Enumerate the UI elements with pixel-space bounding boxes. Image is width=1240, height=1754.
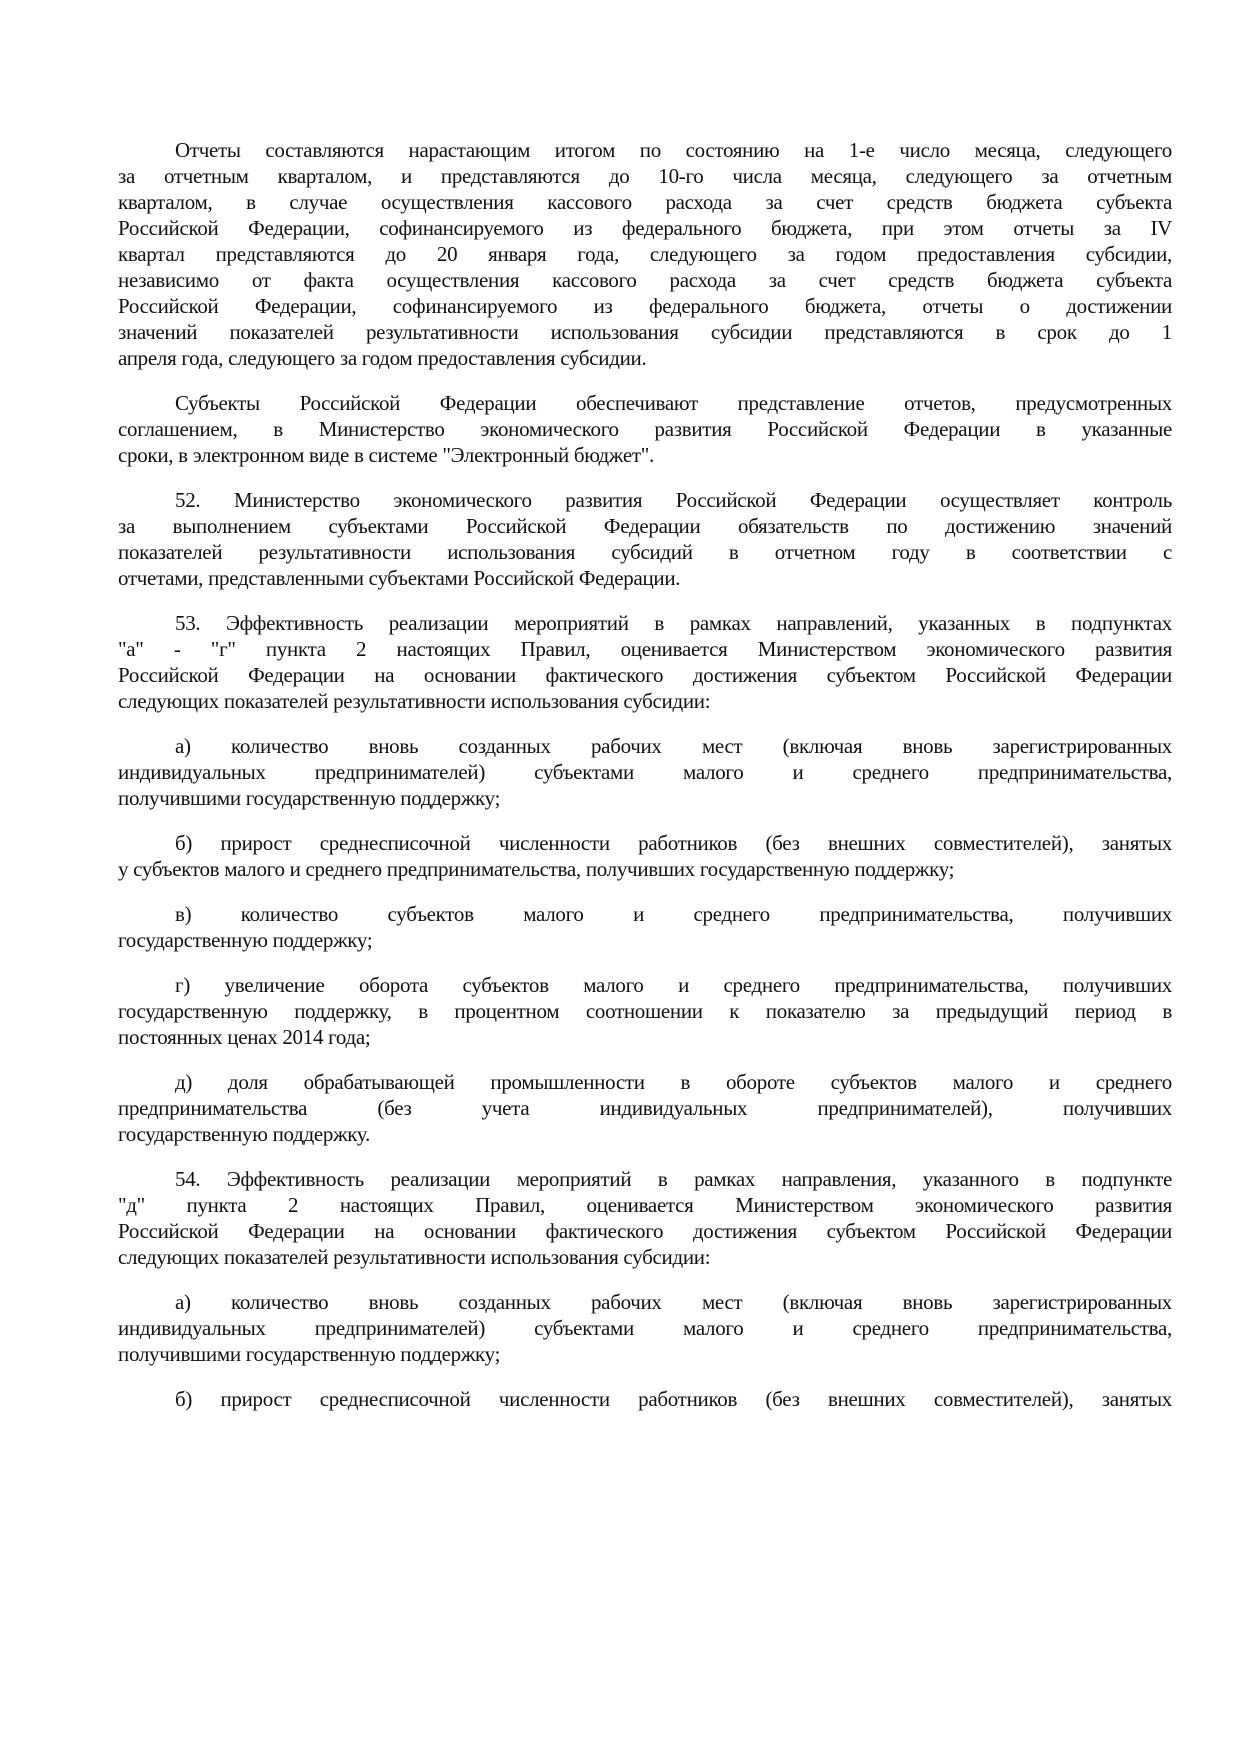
text-line: "а" - "г" пункта 2 настоящих Правил, оценивается Министерством экономического развития: [118, 637, 1172, 661]
paragraph: [118, 610, 1172, 714]
paragraph: [118, 901, 1172, 953]
text-line: государственную поддержку.: [118, 1122, 370, 1146]
paragraph: [118, 830, 1172, 882]
paragraph: [118, 487, 1172, 591]
text-line: показателей результативности использования субсидий в отчетном году в соответствии с: [118, 540, 1172, 564]
text-line: следующих показателей результативности использования субсидии:: [118, 689, 711, 713]
text-line: предпринимательства (без учета индивидуальных предпринимателей), получивших: [118, 1096, 1172, 1120]
text-line: получившими государственную поддержку;: [118, 1342, 501, 1366]
paragraph: [118, 390, 1172, 468]
text-line: 54. Эффективность реализации мероприятий в рамках направления, указанного в подпункте: [175, 1167, 1172, 1191]
paragraph: [118, 137, 1172, 371]
text-line: в) количество субъектов малого и среднего предпринимательства, получивших: [175, 902, 1172, 926]
text-line: Российской Федерации на основании фактического достижения субъектом Российской Федерации: [118, 1219, 1172, 1243]
text-line: Российской Федерации на основании фактического достижения субъектом Российской Федерации: [118, 663, 1172, 687]
text-line: Российской Федерации, софинансируемого из федерального бюджета, отчеты о достижении: [118, 294, 1172, 318]
text-line: получившими государственную поддержку;: [118, 786, 501, 810]
paragraph: [118, 972, 1172, 1050]
text-line: Субъекты Российской Федерации обеспечивают представление отчетов, предусмотренных: [175, 391, 1172, 415]
text-line: квартал представляются до 20 января года, следующего за годом предоставления субсидии,: [118, 242, 1172, 266]
paragraph: [118, 1069, 1172, 1147]
text-line: постоянных ценах 2014 года;: [118, 1025, 371, 1049]
text-line: за отчетным кварталом, и представляются до 10-го числа месяца, следующего за отчетным: [118, 164, 1172, 188]
text-line: кварталом, в случае осуществления кассового расхода за счет средств бюджета субъекта: [118, 190, 1172, 214]
text-line: государственную поддержку;: [118, 928, 373, 952]
text-line: 52. Министерство экономического развития Российской Федерации осуществляет контроль: [175, 488, 1172, 512]
text-line: апреля года, следующего за годом предоставления субсидии.: [118, 346, 647, 370]
text-line: Российской Федерации, софинансируемого из федерального бюджета, при этом отчеты за IV: [118, 216, 1172, 240]
document-page: [118, 137, 1172, 1431]
paragraph: [118, 1386, 1172, 1412]
text-line: следующих показателей результативности использования субсидии:: [118, 1245, 711, 1269]
text-line: а) количество вновь созданных рабочих мест (включая вновь зарегистрированных: [175, 734, 1172, 758]
text-line: Отчеты составляются нарастающим итогом по состоянию на 1-е число месяца, следующего: [175, 138, 1172, 162]
text-line: государственную поддержку, в процентном соотношении к показателю за предыдущий период в: [118, 999, 1172, 1023]
text-line: б) прирост среднесписочной численности работников (без внешних совместителей), занятых: [175, 1387, 1172, 1411]
text-line: 53. Эффективность реализации мероприятий в рамках направлений, указанных в подпунктах: [175, 611, 1172, 635]
text-line: "д" пункта 2 настоящих Правил, оценивается Министерством экономического развития: [118, 1193, 1172, 1217]
paragraph: [118, 733, 1172, 811]
text-line: д) доля обрабатывающей промышленности в обороте субъектов малого и среднего: [175, 1070, 1172, 1094]
text-line: за выполнением субъектами Российской Федерации обязательств по достижению значений: [118, 514, 1172, 538]
text-line: а) количество вновь созданных рабочих мест (включая вновь зарегистрированных: [175, 1290, 1172, 1314]
text-line: соглашением, в Министерство экономического развития Российской Федерации в указанные: [118, 417, 1172, 441]
text-line: индивидуальных предпринимателей) субъектами малого и среднего предпринимательства,: [118, 1316, 1172, 1340]
text-line: у субъектов малого и среднего предпринимательства, получивших государственную поддержку;: [118, 857, 955, 881]
text-line: сроки, в электронном виде в системе "Электронный бюджет".: [118, 443, 654, 467]
text-line: отчетами, представленными субъектами Российской Федерации.: [118, 566, 681, 590]
paragraph: [118, 1289, 1172, 1367]
text-line: независимо от факта осуществления кассового расхода за счет средств бюджета субъекта: [118, 268, 1172, 292]
text-line: значений показателей результативности использования субсидии представляются в срок до 1: [118, 320, 1172, 344]
paragraph: [118, 1166, 1172, 1270]
text-line: индивидуальных предпринимателей) субъектами малого и среднего предпринимательства,: [118, 760, 1172, 784]
text-line: г) увеличение оборота субъектов малого и среднего предпринимательства, получивших: [175, 973, 1172, 997]
text-line: б) прирост среднесписочной численности работников (без внешних совместителей), занятых: [175, 831, 1172, 855]
